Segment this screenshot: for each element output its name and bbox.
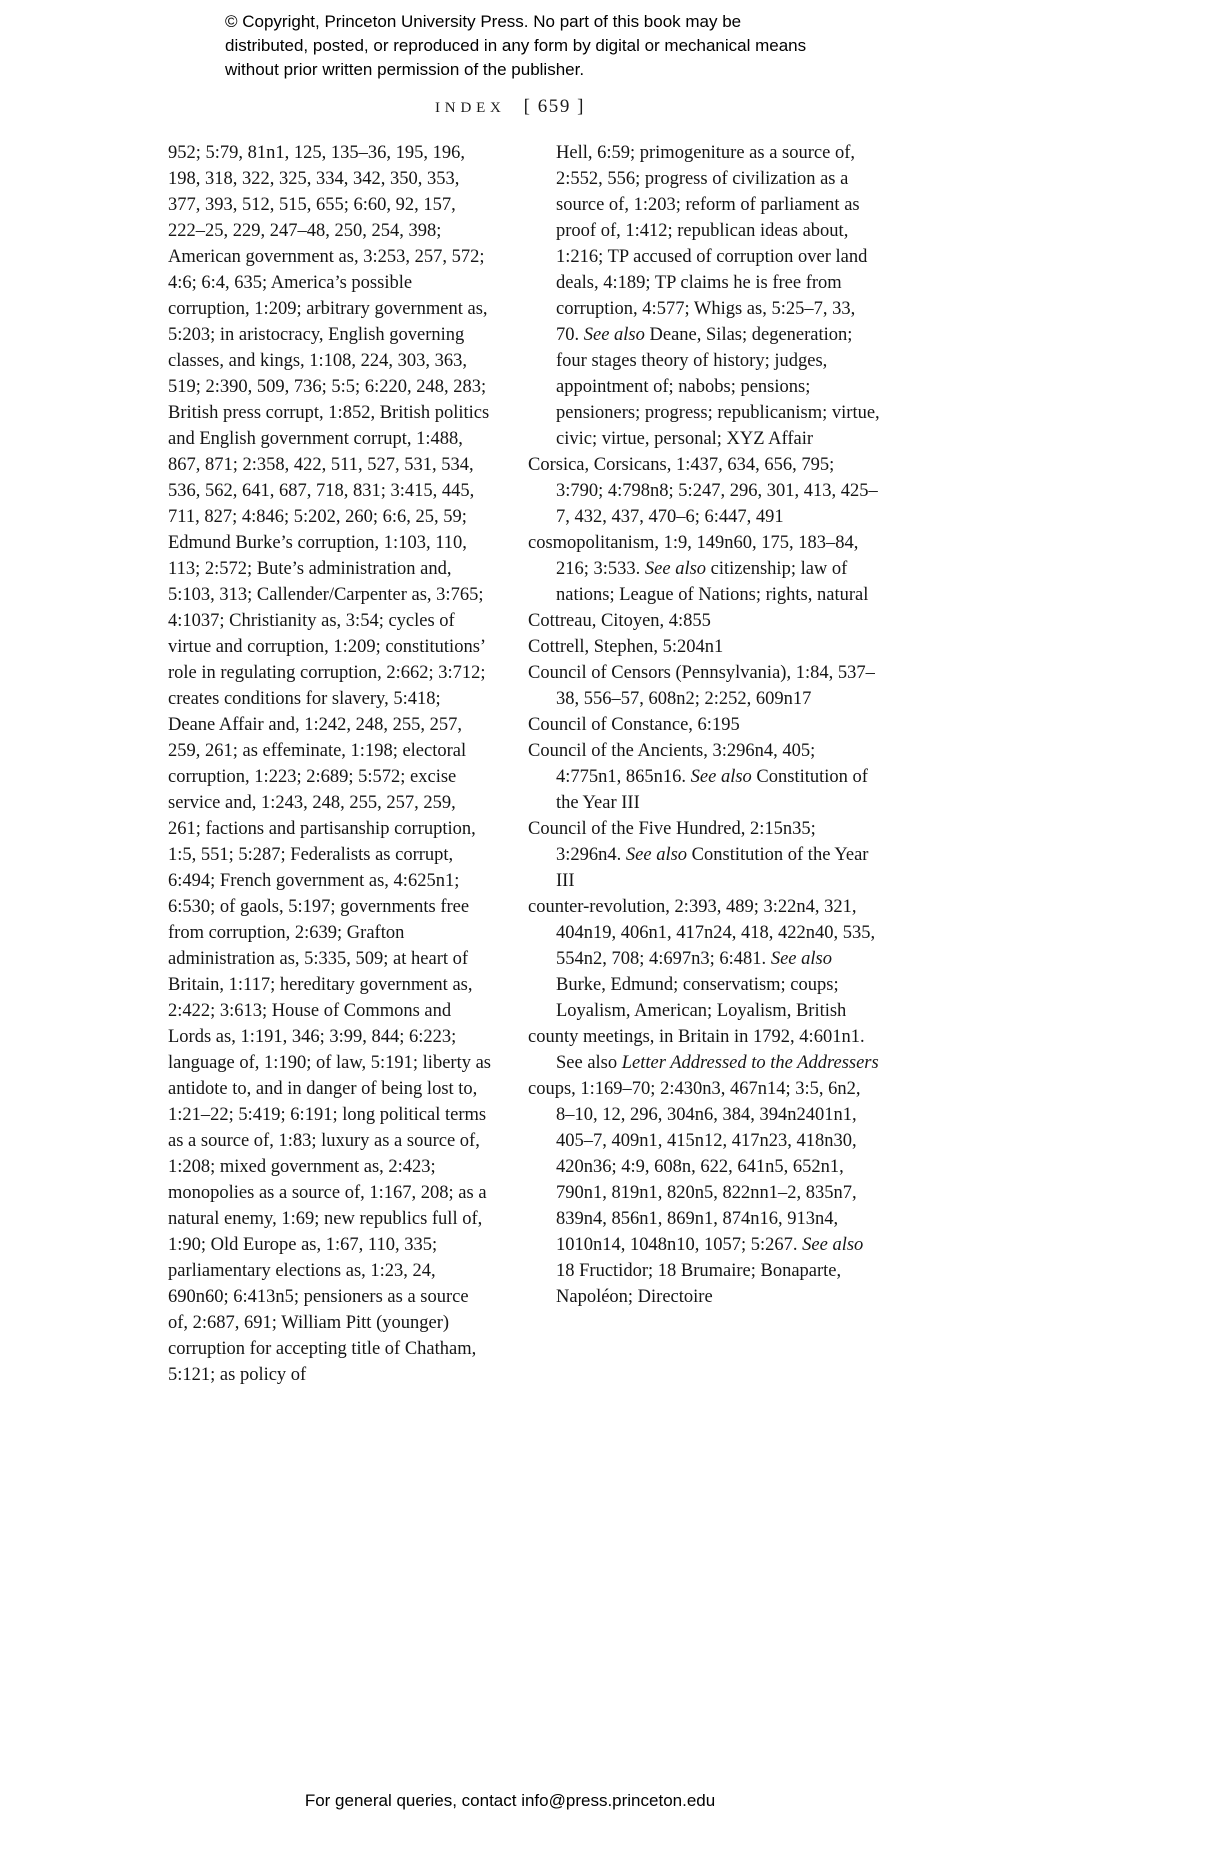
entry-segment-italic: See also <box>802 1235 864 1256</box>
entry-segment: counter-revolution, 2:393, 489; 3:22n4, 321, 404n19, 406n1, 417n24, 418, 422n40, 535, 554n2, 708; 4:697n3; 6:481. <box>528 897 876 970</box>
entry-segment: Council of Censors (Pennsylvania), 1:84, 537–38, 556–57, 608n2; 2:252, 609n17 <box>528 663 875 710</box>
index-entry <box>528 894 880 1024</box>
entry-segment-italic: See also <box>583 325 645 346</box>
entry-segment: Council of the Five Hundred, 2:15n35; 3:296n4. <box>528 819 816 866</box>
entry-segment-italic: See also <box>770 949 832 970</box>
index-column-left <box>140 140 492 1388</box>
page-number: [ 659 ] <box>523 96 585 118</box>
entry-segment: county meetings, in Britain in 1792, 4:601n1. See also <box>528 1027 865 1074</box>
index-entry <box>528 452 880 530</box>
running-head <box>140 96 880 118</box>
index-entry-continuation <box>140 140 492 1388</box>
entry-segment: citizenship; law of nations; League of Nations; rights, natural <box>556 559 869 606</box>
index-entry <box>528 1024 880 1076</box>
index-entry <box>528 712 880 738</box>
copyright-notice: © Copyright, Princeton University Press. No part of this book may be distributed, posted, or reproduced in any form by digital or mechanical means without prior written permission of the publisher. <box>225 12 807 80</box>
entry-segment: Constitution of the Year III <box>556 767 868 814</box>
entry-segment: Cottreau, Citoyen, 4:855 <box>528 611 711 632</box>
entry-segment-italic: See also <box>644 559 707 580</box>
entry-segment: 18 Fructidor; 18 Brumaire; Bonaparte, Napoléon; Directoire <box>556 1261 842 1308</box>
entry-segment: Council of Constance, 6:195 <box>528 715 740 736</box>
entry-segment: Deane, Silas; degeneration; four stages theory of history; judges, appointment of; nabobs; pensions; pensioners; progress; republicanism; virtue, civic; virtue, personal; XYZ Affair <box>556 325 880 450</box>
entry-segment-italic: See also <box>690 767 752 788</box>
entry-segment: 952; 5:79, 81n1, 125, 135–36, 195, 196, 198, 318, 322, 325, 334, 342, 350, 353, 377, 393, 512, 515, 655; 6:60, 92, 157, 222–25, 229, 247–48, 250, 254, 398; American government as, 3:253, 257, 572; 4:6; 6:4, 635; America’s possible corruption, 1:209; arbitrary government as, 5:203; in aristocracy, English governing classes, and kings, 1:108, 224, 303, 363, 519; 2:390, 509, 736; 5:5; 6:220, 248, 283; British press corrupt, 1:852, British politics and English government corrupt, 1:488, 867, 871; 2:358, 422, 511, 527, 531, 534, 536, 562, 641, 687, 718, 831; 3:415, 445, 711, 827; 4:846; 5:202, 260; 6:6, 25, 59; Edmund Burke’s corruption, 1:103, 110, 113; 2:572; Bute’s administration and, 5:103, 313; Callender/Carpenter as, 3:765; 4:1037; Christianity as, 3:54; cycles of virtue and corruption, 1:209; constitutions’ role in regulating corruption, 2:662; 3:712; creates conditions for slavery, 5:418; Deane Affair and, 1:242, 248, 255, 257, 259, 261; as effeminate, 1:198; electoral corruption, 1:223; 2:689; 5:572; excise service and, 1:243, 248, 255, 257, 259, 261; factions and partisanship corruption, 1:5, 551; 5:287; Federalists as corrupt, 6:494; French government as, 4:625n1; 6:530; of gaols, 5:197; governments free from corruption, 2:639; Grafton administration as, 5:335, 509; at heart of Britain, 1:117; hereditary government as, 2:422; 3:613; House of Commons and Lords as, 1:191, 346; 3:99, 844; 6:223; language of, 1:190; of law, 5:191; liberty as antidote to, and in danger of being lost to, 1:21–22; 5:419; 6:191; long political terms as a source of, 1:83; luxury as a source of, 1:208; mixed government as, 2:423; monopolies as a source of, 1:167, 208; as a natural enemy, 1:69; new republics full of, 1:90; Old Europe as, 1:67, 110, 335; parliamentary elections as, 1:23, 24, 690n60; 6:413n5; pensioners as a source of, 2:687, 691; William Pitt (younger) corruption for accepting title of Chatham, 5:121; as policy of <box>168 143 491 1386</box>
entry-segment: Hell, 6:59; primogeniture as a source of, 2:552, 556; progress of civilization as a source of, 1:203; reform of parliament as proof of, 1:412; republican ideas about, 1:216; TP accused of corruption over land deals, 4:189; TP claims he is free from corruption, 4:577; Whigs as, 5:25–7, 33, 70. <box>556 143 868 346</box>
index-entry <box>528 608 880 634</box>
index-column-right <box>528 140 880 1388</box>
entry-segment-italic: Letter Addressed to the Addressers <box>621 1053 879 1074</box>
entry-segment: Council of the Ancients, 3:296n4, 405; 4:775n1, 865n16. <box>528 741 816 788</box>
index-entry <box>528 530 880 608</box>
entry-segment: Constitution of the Year III <box>556 845 869 892</box>
entry-segment: Corsica, Corsicans, 1:437, 634, 656, 795; 3:790; 4:798n8; 5:247, 296, 301, 413, 425–7, 432, 437, 470–6; 6:447, 491 <box>528 455 878 528</box>
index-body <box>140 140 880 1388</box>
entry-segment: cosmopolitanism, 1:9, 149n60, 175, 183–84, 216; 3:533. <box>528 533 859 580</box>
entry-segment-italic: See also <box>625 845 688 866</box>
entry-segment: Burke, Edmund; conservatism; coups; Loyalism, American; Loyalism, British <box>556 975 847 1022</box>
index-entry <box>528 660 880 712</box>
index-title: INDEX <box>435 100 506 117</box>
entry-segment: coups, 1:169–70; 2:430n3, 467n14; 3:5, 6n2, 8–10, 12, 296, 304n6, 384, 394n2401n1, 405–7, 409n1, 415n12, 417n23, 418n30, 420n36; 4:9, 608n, 622, 641n5, 652n1, 790n1, 819n1, 820n5, 822nn1–2, 835n7, 839n4, 856n1, 869n1, 874n16, 913n4, 1010n14, 1048n10, 1057; 5:267. <box>528 1079 861 1256</box>
index-entry <box>528 816 880 894</box>
index-entry <box>528 1076 880 1310</box>
index-entry-continuation <box>528 140 880 452</box>
index-entry <box>528 738 880 816</box>
footer-queries-text: For general queries, contact info@press.princeton.edu <box>304 1791 716 1810</box>
index-entry <box>528 634 880 660</box>
entry-segment: Cottrell, Stephen, 5:204n1 <box>528 637 724 658</box>
